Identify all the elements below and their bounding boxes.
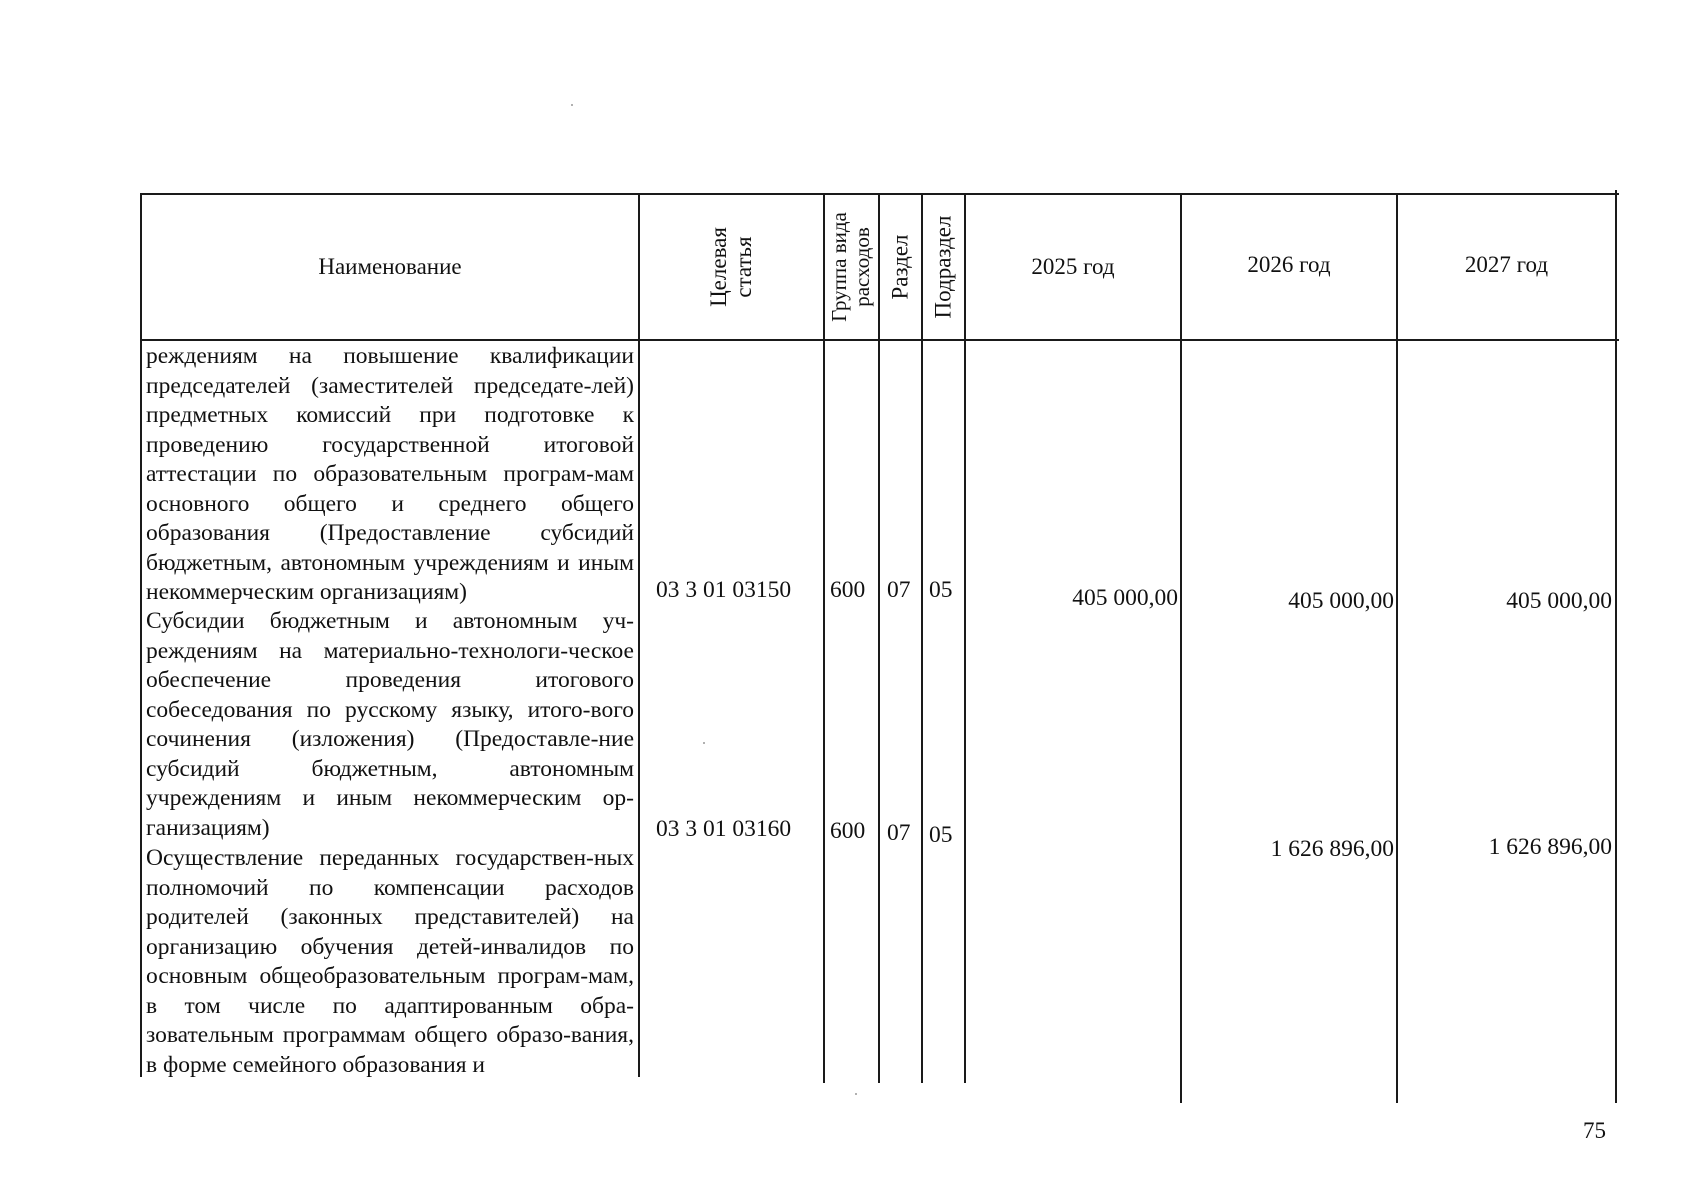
header-year-2026: 2026 год (1247, 252, 1331, 277)
row-2-subsection: 05 (929, 822, 953, 848)
row-1-section: 07 (887, 577, 911, 603)
col-divider-section (921, 193, 923, 1083)
col-divider-group (878, 193, 880, 1083)
scan-speck (855, 1093, 857, 1095)
table-right-border (1615, 190, 1617, 1103)
header-year-2027: 2027 год (1464, 252, 1549, 277)
row-1-value-2027: 405 000,00 (1506, 588, 1612, 614)
header-target-article: Целевая статья (706, 227, 756, 307)
row-1-value-2026: 405 000,00 (1288, 588, 1394, 614)
row-1-value-2025: 405 000,00 (1072, 585, 1178, 611)
row-2-value-2026: 1 626 896,00 (1270, 836, 1394, 862)
header-subsection: Подраздел (930, 215, 956, 319)
row-2-expense-group: 600 (830, 818, 866, 844)
row-1-target-article: 03 3 01 03150 (656, 577, 792, 603)
row-2-section: 07 (887, 820, 911, 846)
scan-speck (571, 104, 573, 106)
header-expense-group: Группа вида расходов (827, 212, 874, 322)
header-name-label: Наименование (318, 254, 462, 279)
row-1-description: реждениям на повышение квалификации председателей (заместителей председате-лей) предметных комиссий при подготовке к проведению государственной итоговой аттестации по образовательным програм-мам основного общего и среднего общего образования (Предоставление субсидий бюджетным, автономным учреждениям и иным некоммерческим организациям) (146, 343, 634, 605)
row-2-description: Субсидии бюджетным и автономным уч-реждениям на материально-технологи-ческое обеспечение проведения итогового собеседования по русскому языку, итого-вого сочинения (изложения) (Предоставле-ние субсидий бюджетным, автономным учреждениям и иным некоммерческим ор-ганизациям) (146, 608, 634, 841)
row-1-subsection: 05 (929, 577, 953, 603)
header-name (142, 195, 638, 339)
page-number: 75 (1583, 1118, 1606, 1143)
row-2-value-2027: 1 626 896,00 (1488, 834, 1612, 860)
col-divider-name (638, 193, 640, 1077)
row-3-description: Осуществление переданных государствен-ных полномочий по компенсации расходов родителей (законных представителей) на организацию обучения детей-инвалидов по основным общеобразовательным програм-мам, в том числе по адаптированным обра-зовательным программам общего образо-вания, в форме семейного образования и (146, 845, 634, 1078)
row-1-expense-group: 600 (830, 577, 866, 603)
row-2-target-article: 03 3 01 03160 (656, 816, 792, 842)
col-divider-target (823, 193, 825, 1083)
header-year-2025: 2025 год (1031, 254, 1115, 279)
scan-speck (703, 742, 705, 744)
header-section: Раздел (887, 234, 913, 300)
